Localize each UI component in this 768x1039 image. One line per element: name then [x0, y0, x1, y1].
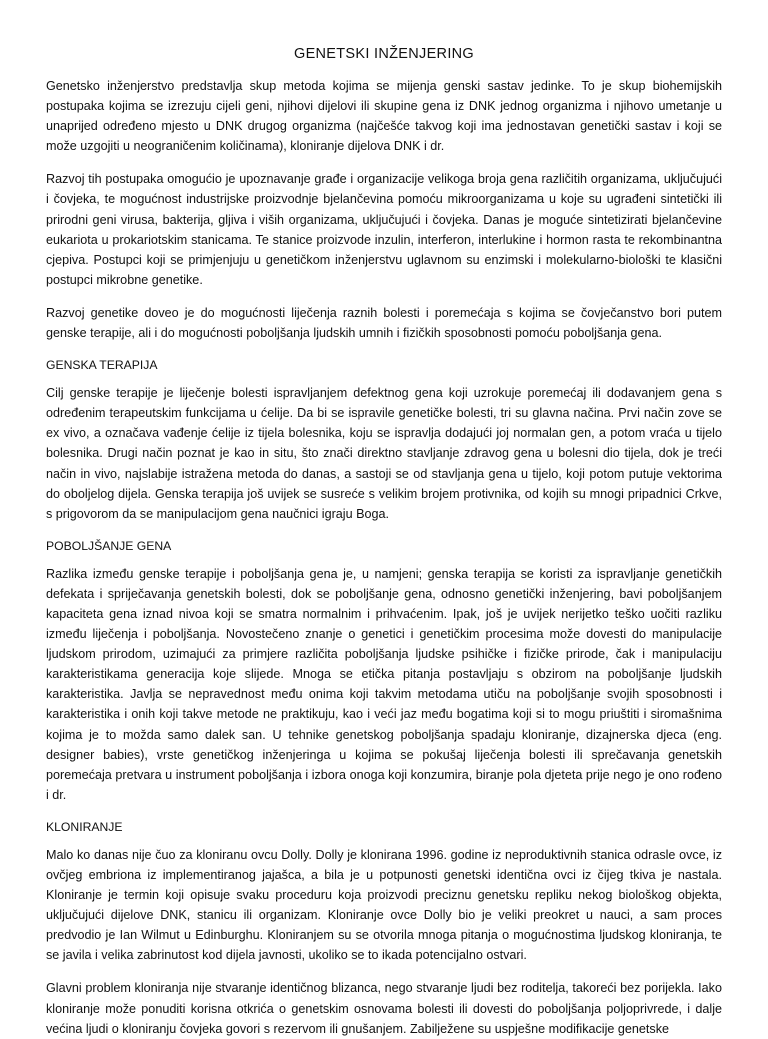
section-heading-kloniranje: KLONIRANJE	[46, 819, 123, 834]
section-heading-poboljsanje-gena: POBOLJŠANJE GENA	[46, 538, 172, 553]
intro-paragraph-2: Razvoj tih postupaka omogućio je upoznavanje građe i organizacije velikoga broja gena različitih organizama, uključujući i čovjeka, te mogućnost industrijske proizvodnje bjelančevina pomoću mikroorganizama u koje su ugrađeni sintetički ili prirodni geni virusa, bakterija, gljiva i viših organizama, uključujući i čovjeka. Danas je moguće sintetizirati bjelančevine eukariota u prokariotskim stanicama. Te stanice proizvode inzulin, interferon, interlukine i hormon rasta te rekombinantna cjepiva. Postupci koji se primjenjuju u genetičkom inženjerstvu uglavnom su enzimski i molekularno-biološki te klasični postupci mikrobne genetike.	[46, 172, 722, 287]
intro-paragraph-3: Razvoj genetike doveo je do mogućnosti liječenja raznih bolesti i poremećaja s kojima se čovječanstvo bori putem genske terapije, ali i do mogućnosti poboljšanja ljudskih umnih i fizičkih sposobnosti pomoću poboljšanja gena.	[46, 305, 722, 341]
section-heading-genska-terapija: GENSKA TERAPIJA	[46, 358, 158, 373]
kloniranje-paragraph-2: Glavni problem kloniranja nije stvaranje identičnog blizanca, nego stvaranje ljudi bez roditelja, takoreći bez porijekla. Iako kloniranje može ponuditi korisna otkrića o genetskim osnovama bolesti ili dovesti do poboljšanja poljoprivrede, i dalje većina ljudi o kloniranju čovjeka govori s rezervom ili gnušanjem. Zabilježene su uspješne modifikacije genetske	[46, 981, 722, 1036]
poboljsanje-gena-paragraph: Razlika između genske terapije i poboljšanja gena je, u namjeni; genska terapija se koristi za ispravljanje genetičkih defekata i spriječavanja genetskih bolesti, dok se poboljšanje gena, odnosno genetički inženjering, bavi poboljšanjem kapaciteta gena iznad nivoa koji se smatra normalnim i prihvaćenim. Ipak, još je uvijek nerijetko teško uočiti razliku između liječenja i poboljšanja. Novostečeno znanje o genetici i genetičkim procesima može dovesti do manipulacije ljudskom prirodom, uzimajući za primjere različita poboljšanja ljudske psihičke i fizičke prirode, čak i manipulaciju karakteristikama generacija koje slijede. Mnoga se etička pitanja postavljaju s obzirom na poboljšanje ljudskih karakteristika. Javlja se nepravednost među onima koji takvim metodama utiču na poboljšanje svojih sposobnosti i karakteristika i onih koji takve metode ne praktikuju, kao i veći jaz među bogatima koji si to mogu priuštiti i siromašnima kojima je to možda samo dalek san. U tehnike genetskog poboljšanja spadaju kloniranje, dizajnerska djeca (eng. designer babies), vrste genetičkog inženjeringa u kojima se pokušaj liječenja bolesti ili sprečavanja genetskih poremećaja pretvara u instrument poboljšanja i izbora onoga koji konzumira, biranje pola djeteta prije nego je ono rođeno i dr.	[46, 566, 722, 802]
intro-paragraph-1: Genetsko inženjerstvo predstavlja skup metoda kojima se mijenja genski sastav jedinke. To je skup biohemijskih postupaka kojima se izrezuju cijeli geni, njihovi dijelovi ili skupine gena iz DNK jednog organizma i njihovo umetanje u unaprijed određeno mjesto u DNK drugog organizma (najčešće takvog koji ima jednostavan genetički sastav i koji se može uzgojiti u neograničenim količinama), kloniranje dijelova DNK i dr.	[46, 79, 722, 154]
document-title: GENETSKI INŽENJERING	[293, 46, 475, 62]
kloniranje-paragraph-1: Malo ko danas nije čuo za kloniranu ovcu Dolly. Dolly je klonirana 1996. godine iz neproduktivnih stanica odrasle ovce, iz ovčjeg embriona iz implementiranog jajašca, a bila je u potpunosti genetski identična ovci iz čijeg tkiva je nastala. Kloniranje je termin koji opisuje svaku proceduru koja proizvodi preciznu genetsku repliku nekog biološkog objekta, uključujući dijelove DNK, stanicu ili organizam. Kloniranje ovce Dolly bio je veliki preokret u nauci, a sam proces predvodio je Ian Wilmut u Edinburghu. Kloniranjem su se otvorila mnoga pitanja o mogućnostima ljudskog kloniranja, te se javila i velika zabrinutost kod dijela javnosti, ukoliko se to ikada potencijalno ostvari.	[46, 847, 722, 963]
genska-terapija-paragraph: Cilj genske terapije je liječenje bolesti ispravljanjem defektnog gena koji uzrokuje poremećaj ili dodavanjem gena s određenim terapeutskim funkcijama u ćelije. Da bi se ispravile genetičke bolesti, tri su glavna načina. Prvi način zove se ex vivo, a označava vađenje ćelije iz tijela bolesnika, koju se ispravlja dodajući joj normalan gen, a potom vraća u tijelo bolesnika. Drugi način poznat je kao in situ, što znači direktno stavljanje zdravog gena u bolesni dio tijela, dok je treći način in vivo, najslabije istražena metoda do danas, a sastoji se od stavljanja gena u tijelo, koji potom putuje vektorima do oboljelog dijela. Genska terapija još uvijek se susreće s velikim brojem protivnika, od kojih su mnogi pripadnici Crkve, s prigovorom da se manipulacijom gena naučnici igraju Boga.	[46, 386, 722, 521]
